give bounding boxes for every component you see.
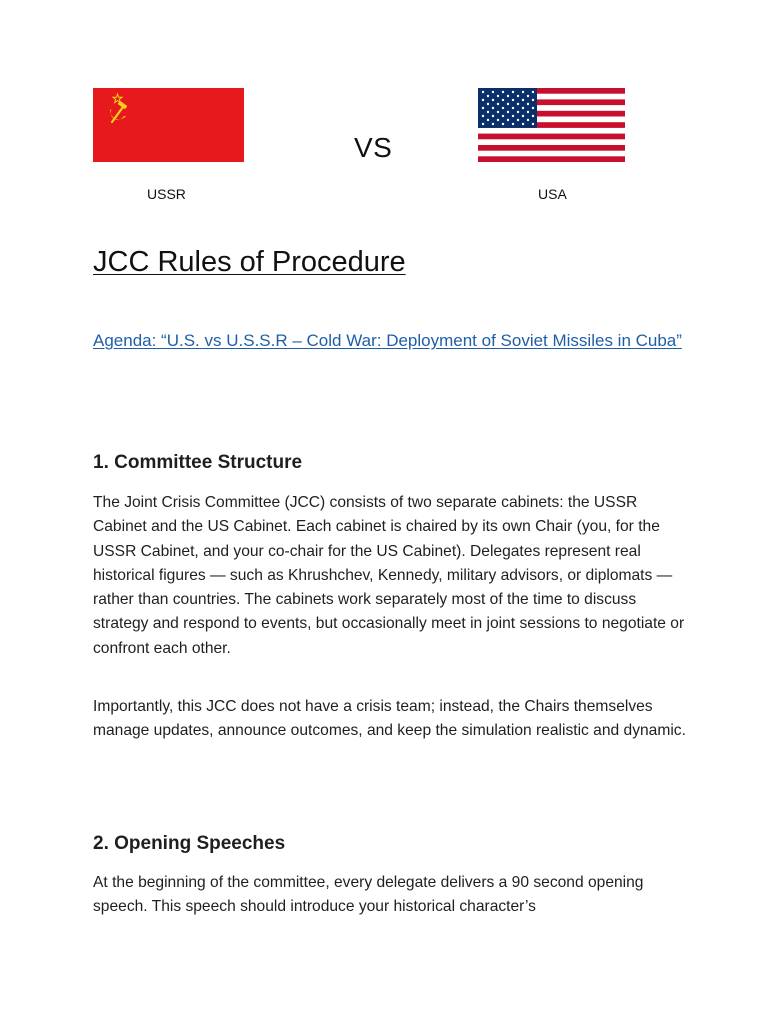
page-title: JCC Rules of Procedure [93, 246, 406, 278]
usa-caption: USA [538, 186, 567, 202]
section-paragraph: Importantly, this JCC does not have a crisis team; instead, the Chairs themselves manage updates, announce outcomes, and keep the simulation realistic and dynamic. [93, 698, 686, 740]
section-paragraph: At the beginning of the committee, every delegate delivers a 90 second opening speech. This speech should introduce your historical character’s [93, 874, 644, 916]
versus-label: VS [354, 132, 393, 163]
us-flag-icon [478, 88, 625, 162]
section-heading-committee-structure: 1. Committee Structure [93, 452, 303, 473]
ussr-caption: USSR [147, 186, 186, 202]
section-heading-opening-speeches: 2. Opening Speeches [93, 833, 286, 854]
section-paragraph: The Joint Crisis Committee (JCC) consists of two separate cabinets: the USSR Cabinet and the US Cabinet. Each cabinet is chaired by its own Chair (you, for the USSR Cabinet, and your co-chair for the US Cabinet). Delegates represent real historical figures — such as Khrushchev, Kennedy, military advisors, or diplomats — rather than countries. The cabinets work separately most of the time to discuss strategy and respond to events, but occasionally meet in joint sessions to negotiate or confront each other. [93, 494, 685, 657]
soviet-flag-icon [93, 88, 244, 162]
agenda-link[interactable]: Agenda: “U.S. vs U.S.S.R – Cold War: Deployment of Soviet Missiles in Cuba” [93, 331, 682, 350]
